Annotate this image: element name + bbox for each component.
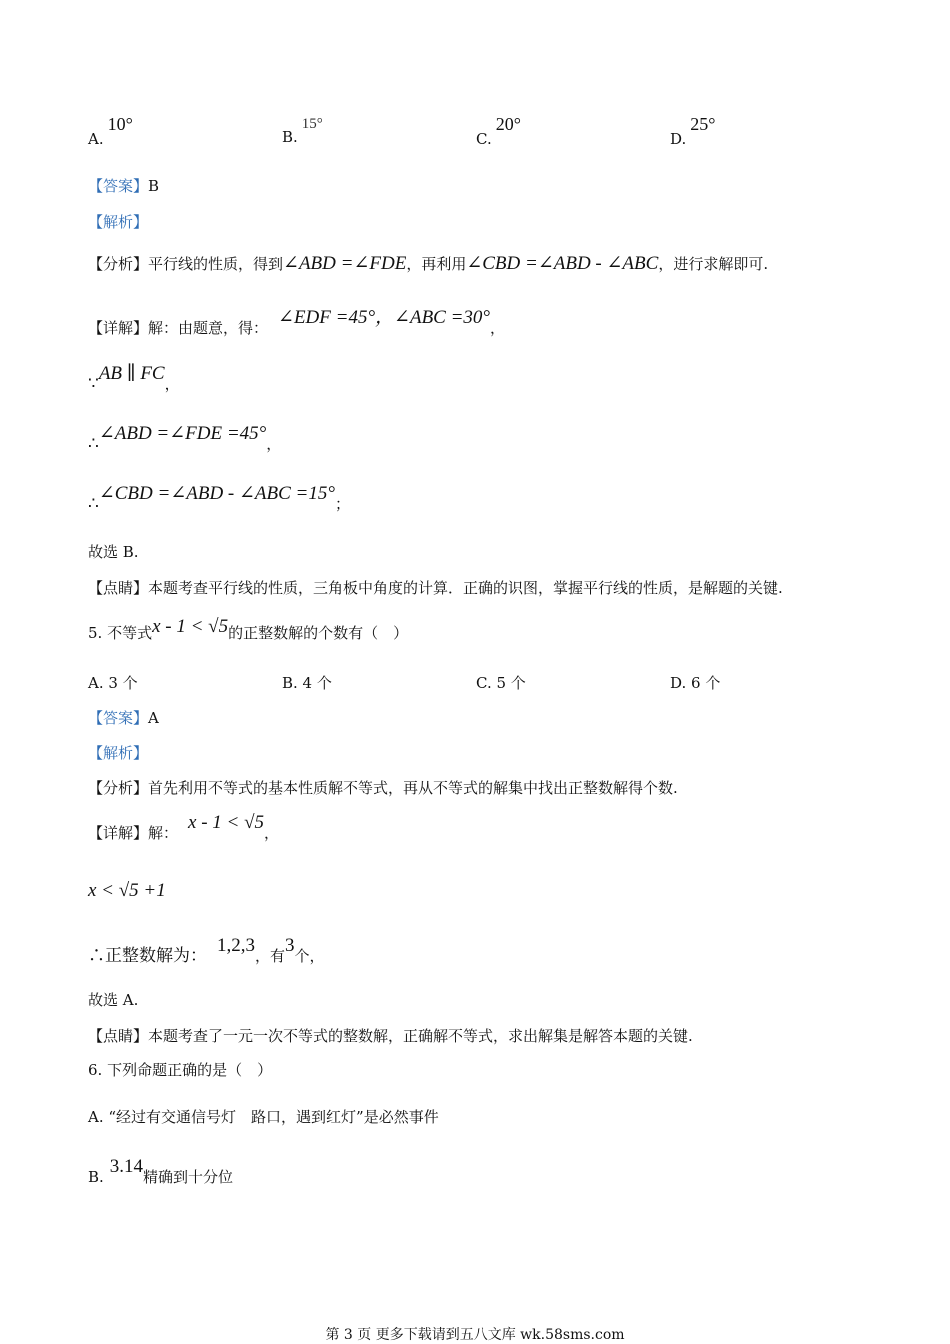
- q5-choose: 故选 A.: [88, 991, 139, 1009]
- q6-stem: 6. 下列命题正确的是（ ）: [88, 1061, 273, 1079]
- option-value: 15°: [301, 116, 323, 132]
- fenxi-formula: ∠ABD =∠FDE: [283, 253, 407, 274]
- step-formula: ∠CBD =∠ABD - ∠ABC =15°: [98, 483, 335, 504]
- option-text: 精确到十分位: [143, 1168, 234, 1186]
- detail-tag: 【详解】: [88, 319, 149, 337]
- q4-option-d: [670, 114, 716, 149]
- fenxi-text: 首先利用不等式的基本性质解不等式，再从不等式的解集中找出正整数解得个数.: [148, 779, 678, 797]
- stem-text: 的正整数解的个数有（ ）: [228, 624, 409, 642]
- therefore-symbol: ∴: [88, 494, 99, 514]
- q5-option-b: B. 4 个: [282, 674, 332, 692]
- fenxi-formula: ∠CBD =∠ABD - ∠ABC: [466, 253, 659, 274]
- q6-option-b: [88, 1156, 234, 1188]
- q4-option-a: [88, 114, 133, 149]
- option-label: B.: [282, 128, 298, 146]
- q4-option-b: [282, 116, 323, 147]
- detail-formula: x - 1 < √5: [188, 812, 265, 833]
- detail-end: ，: [264, 824, 280, 842]
- answer-value: A: [148, 709, 159, 727]
- fenxi-tag: 【分析】: [88, 255, 149, 273]
- option-label: B.: [88, 1168, 104, 1186]
- comment-tag: 【点睛】: [88, 1027, 149, 1045]
- q4-step-1: [88, 363, 180, 395]
- detail-tag: 【详解】: [88, 824, 149, 842]
- page-footer: 第 3 页 更多下载请到五八文库 wk.58sms.com: [325, 1327, 625, 1343]
- detail-text: 解：由题意，得：: [148, 319, 269, 337]
- step-formula: x < √5 +1: [88, 880, 166, 901]
- q4-answer: [88, 175, 159, 196]
- option-label: A.: [88, 130, 104, 148]
- comment-tag: 【点睛】: [88, 579, 149, 597]
- step-formula: AB ∥ FC: [98, 363, 165, 384]
- stem-formula: x - 1 < √5: [152, 616, 229, 637]
- step-end: ，: [266, 435, 282, 453]
- q4-step-2: [88, 423, 282, 455]
- step-formula: 1,2,3: [217, 935, 255, 956]
- fenxi-tag: 【分析】: [88, 779, 149, 797]
- q4-choose: 故选 B.: [88, 543, 139, 561]
- q4-option-c: [476, 114, 521, 149]
- q4-comment: [88, 577, 783, 598]
- option-label: D.: [670, 130, 687, 148]
- q4-step-3: [88, 483, 350, 515]
- option-value: 20°: [495, 114, 521, 134]
- q6-option-a: A. “经过有交通信号灯 路口，遇到红灯”是必然事件: [88, 1108, 439, 1126]
- detail-end: ，: [490, 319, 506, 337]
- answer-tag: 【答案】: [88, 709, 149, 727]
- option-value: 10°: [107, 114, 133, 134]
- q4-analysis-tag: 【解析】: [88, 213, 149, 231]
- q5-step-1: [88, 880, 166, 902]
- fenxi-text: ，再利用: [406, 255, 467, 273]
- comment-text: 本题考查平行线的性质，三角板中角度的计算．正确的识图，掌握平行线的性质，是解题的关键.: [148, 579, 783, 597]
- step-text: ∴正整数解为：: [88, 946, 207, 966]
- step-text: ，有: [255, 947, 286, 965]
- comment-text: 本题考查了一元一次不等式的整数解，正确解不等式，求出解集是解答本题的关键.: [148, 1027, 693, 1045]
- q4-analysis-line: [88, 252, 768, 275]
- option-label: C.: [476, 130, 492, 148]
- q5-analysis-line: [88, 777, 678, 798]
- q5-option-a: A. 3 个: [88, 674, 138, 692]
- answer-tag: 【答案】: [88, 177, 149, 195]
- q5-stem: [88, 616, 409, 644]
- fenxi-text: 平行线的性质，得到: [148, 255, 284, 273]
- option-value: 25°: [690, 114, 716, 134]
- q4-detail-line: [88, 307, 506, 339]
- detail-text: 解：: [148, 824, 179, 842]
- q5-option-c: C. 5 个: [476, 674, 526, 692]
- step-number: 3: [285, 935, 295, 956]
- q5-detail-line: [88, 812, 280, 844]
- stem-text: 5. 不等式: [88, 624, 153, 642]
- step-end: ，: [164, 375, 180, 393]
- therefore-symbol: ∴: [88, 434, 99, 454]
- q5-comment: [88, 1025, 693, 1046]
- step-end: ；: [334, 495, 350, 513]
- detail-formula: ∠EDF =45°，∠ABC =30°: [278, 307, 491, 328]
- step-text: 个，: [294, 947, 325, 965]
- q5-analysis-tag: 【解析】: [88, 744, 149, 762]
- because-symbol: ∵: [88, 374, 99, 394]
- step-formula: ∠ABD =∠FDE =45°: [98, 423, 267, 444]
- q5-option-d: D. 6 个: [670, 674, 721, 692]
- fenxi-text: ，进行求解即可.: [658, 255, 769, 273]
- answer-value: B: [148, 177, 160, 195]
- option-formula: 3.14: [109, 1156, 144, 1177]
- q5-step-2: [88, 935, 325, 967]
- q5-answer: [88, 707, 159, 728]
